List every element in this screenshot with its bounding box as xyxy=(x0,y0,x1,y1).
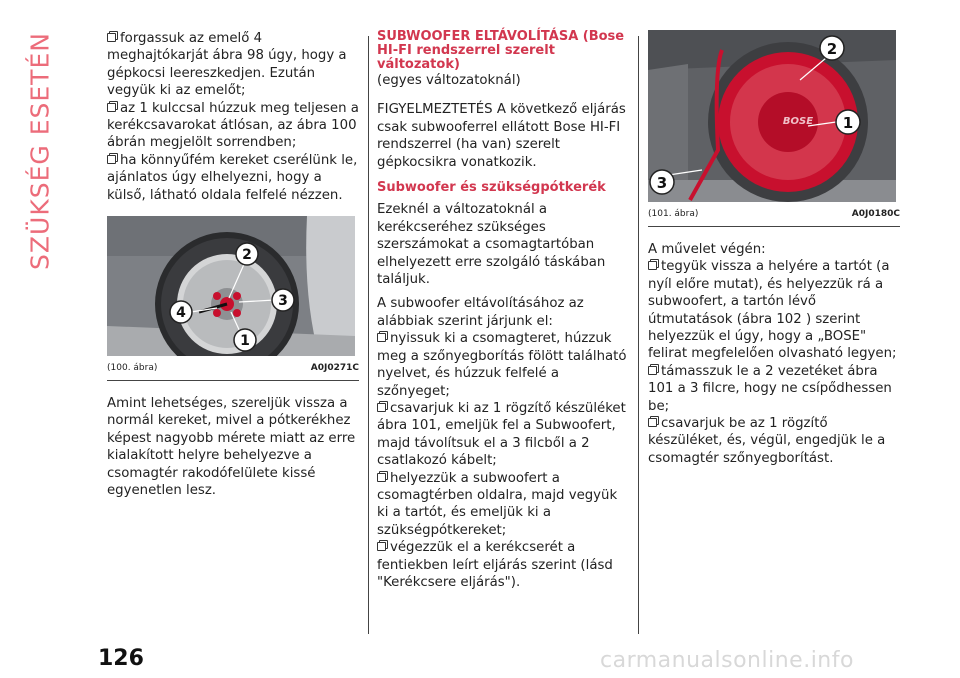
step-item: helyezzük a subwoofert a csomagtérben oldalra, majd vegyük ki a tartót, és emeljük ki a szükségpótkereket; xyxy=(377,470,629,540)
column-divider xyxy=(368,36,369,634)
watermark: carmanualsonline.info xyxy=(600,648,854,673)
figure-number: (101. ábra) xyxy=(648,209,699,219)
svg-text:3: 3 xyxy=(278,293,288,310)
column-right xyxy=(648,30,900,467)
svg-text:1: 1 xyxy=(240,333,250,350)
step-item: forgassuk az emelő 4 meghajtókarját ábra 98 úgy, hogy a gépkocsi leereszkedjen. Ezután vegyük ki az emelőt; xyxy=(107,30,359,100)
warning-paragraph: FIGYELMEZTETÉS A következő eljárás csak subwooferrel ellátott Bose HI-FI rendszerrel (ha van) szerelt gépkocsikra vonatkozik. xyxy=(377,102,626,170)
figure-code: A0J0271C xyxy=(310,363,359,374)
callout-2 xyxy=(236,243,258,265)
subwoofer-illustration xyxy=(648,30,896,202)
figure-100-wheel xyxy=(107,216,355,356)
heading-note: (egyes változatoknál) xyxy=(377,73,521,88)
step-item: csavarjuk ki az 1 rögzítő készüléket ábra 101, emeljük fel a Subwoofert, majd távolítsuk el a 3 filcből a 2 csatlakozó kábelt; xyxy=(377,400,629,470)
figure-caption xyxy=(648,202,900,227)
body-paragraph: Amint lehetséges, szereljük vissza a normál kereket, mivel a pótkerékhez képest nagyobb mérete miatt az erre kialakított helyre behelyezve a csomagtér rakodófelülete kissé egyenetlen lesz. xyxy=(107,396,356,499)
svg-text:1: 1 xyxy=(842,114,854,132)
column-middle xyxy=(377,30,629,591)
callout-3 xyxy=(650,170,674,194)
body-paragraph: Ezeknél a változatoknál a kerékcseréhez szükséges szerszámokat a csomagtartóban elhelyezett erre szolgáló táskában találjuk. xyxy=(377,202,606,288)
figure-101-subwoofer xyxy=(648,30,896,202)
svg-text:4: 4 xyxy=(176,305,186,322)
body-paragraph: A művelet végén: xyxy=(648,242,766,257)
step-item: nyissuk ki a csomagteret, húzzuk meg a szőnyegborítás fölött található nyelvet, és húzzuk felfelé a szőnyeget; xyxy=(377,330,629,400)
callout-2 xyxy=(820,36,844,60)
step-item: tegyük vissza a helyére a tartót (a nyíl előre mutat), és helyezzük rá a subwoofert, a tartón lévő útmutatások (ábra 102 ) szerint helyezzük el úgy, hogy a „BOSE" felirat megfelelően olvasható legyen; xyxy=(648,258,900,362)
callout-1 xyxy=(234,329,256,351)
subsection-heading: Subwoofer és szükségpótkerék xyxy=(377,180,606,196)
bose-logo: BOSE xyxy=(782,116,814,127)
svg-text:3: 3 xyxy=(656,174,668,192)
section-side-title xyxy=(20,32,60,270)
callout-1 xyxy=(836,110,860,134)
wheel-illustration xyxy=(107,216,355,356)
callout-4 xyxy=(170,301,192,323)
column-divider xyxy=(638,36,639,634)
svg-text:2: 2 xyxy=(826,40,838,58)
section-title-text: SZÜKSÉG ESETÉN xyxy=(25,32,55,270)
step-item: csavarjuk be az 1 rögzítő készüléket, és, végül, engedjük le a csomagtér szőnyegborítást. xyxy=(648,415,900,467)
section-heading: SUBWOOFER ELTÁVOLÍTÁSA (Bose HI-FI rendszerrel szerelt változatok) xyxy=(377,29,625,72)
callout-3 xyxy=(272,289,294,311)
figure-caption xyxy=(107,356,359,381)
step-item: ha könnyűfém kereket cserélünk le, ajánlatos úgy elhelyezni, hogy a külső, látható oldala felfelé nézzen. xyxy=(107,152,358,203)
step-item: az 1 kulccsal húzzuk meg teljesen a kerékcsavarokat átlósan, az ábra 100 ábrán megjelölt sorrendben; xyxy=(107,100,359,151)
step-item: végezzük el a kerékcserét a fentiekben leírt eljárás szerint (lásd "Kerékcsere eljárás"). xyxy=(377,539,629,591)
step-item: támasszuk le a 2 vezetéket ábra 101 a 3 filcre, hogy ne csípődhessen be; xyxy=(648,363,900,415)
column-left xyxy=(107,30,359,507)
figure-number: (100. ábra) xyxy=(107,363,158,374)
svg-text:2: 2 xyxy=(242,247,252,264)
body-paragraph: A subwoofer eltávolításához az alábbiak szerint járjunk el: xyxy=(377,296,584,329)
page-number: 126 xyxy=(98,646,144,671)
figure-code: A0J0180C xyxy=(851,209,900,219)
